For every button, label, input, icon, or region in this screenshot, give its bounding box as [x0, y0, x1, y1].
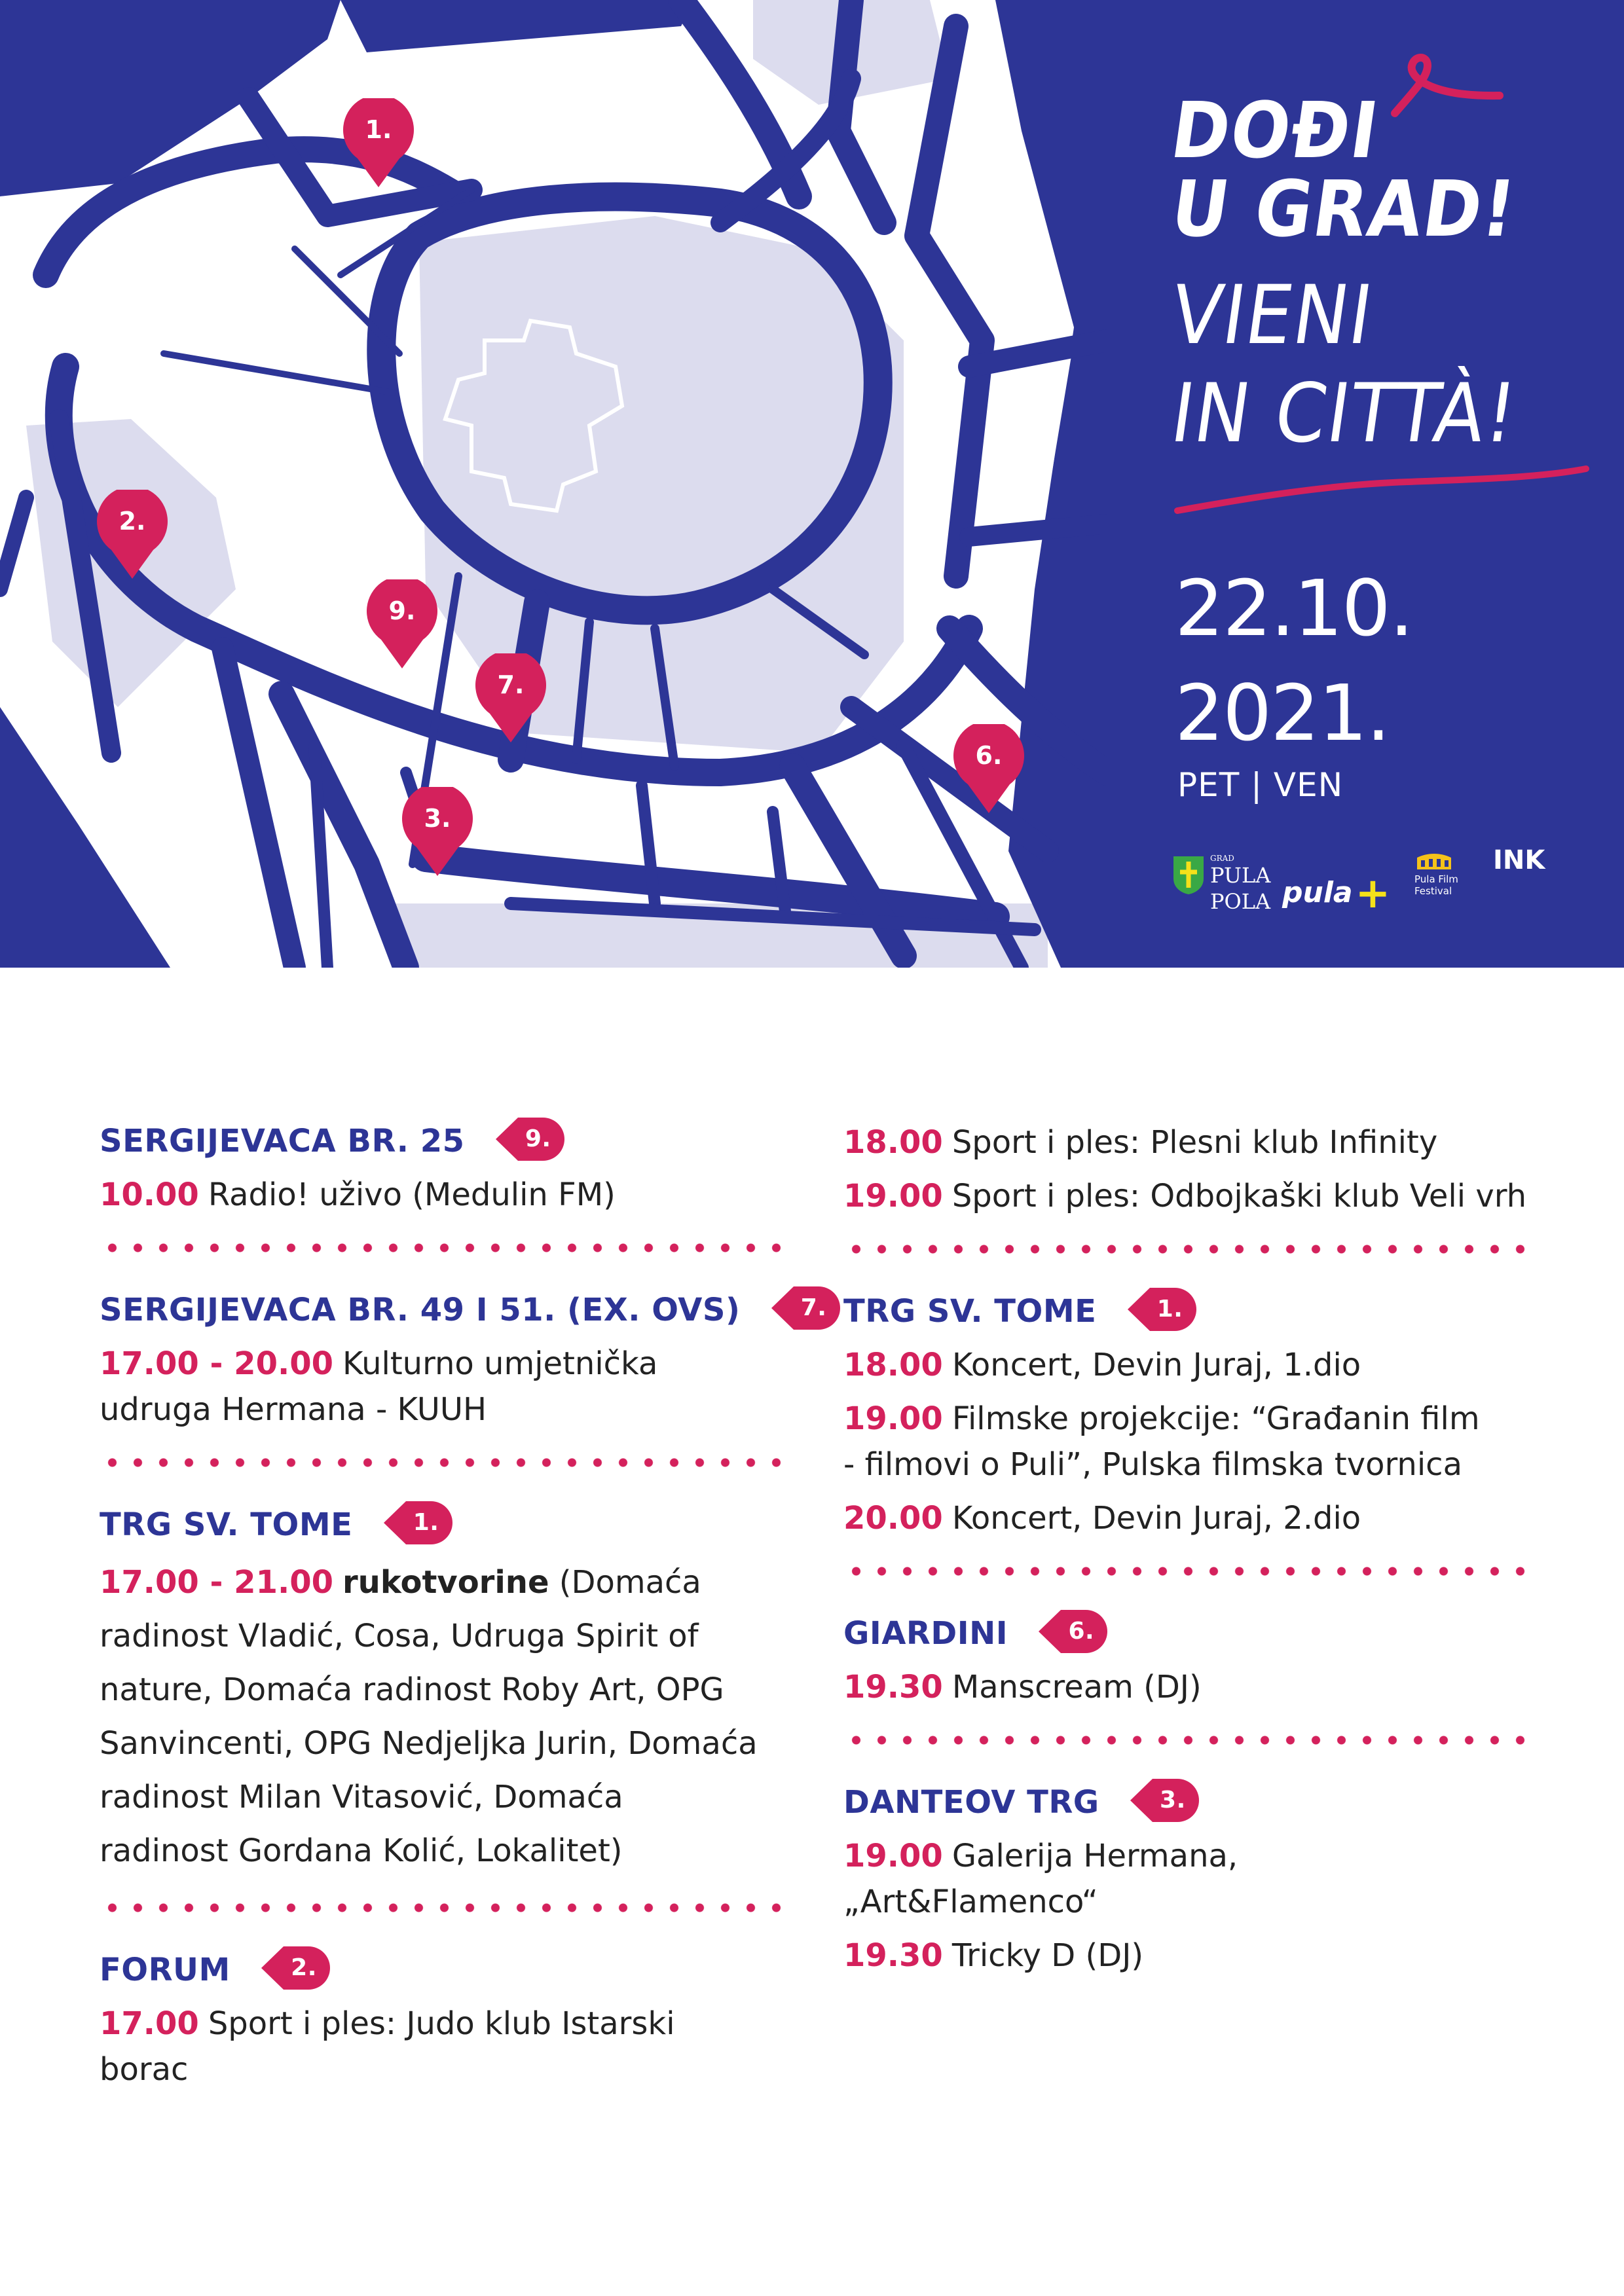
pula-shield-icon — [1172, 855, 1205, 896]
headline-line-2: U GRAD! — [1166, 164, 1522, 254]
event-time: 17.00 - 21.00 — [100, 1564, 333, 1601]
map-pin-7[interactable] — [475, 653, 546, 745]
venue-heading — [100, 1948, 787, 1992]
event-highlight: rukotvorine — [342, 1564, 549, 1601]
logo-grad-text: GRAD — [1210, 854, 1234, 863]
event-text: Galerija Hermana, „Art&Flamenco“ — [843, 1838, 1238, 1920]
map-pin-2[interactable] — [97, 490, 168, 581]
venue-tag-1[interactable]: 1. — [1128, 1286, 1197, 1332]
map-pin-label: 9. — [388, 596, 416, 625]
event-text: Koncert, Devin Juraj, 1.dio — [951, 1347, 1361, 1383]
venue-name: TRG SV. TOME — [100, 1506, 353, 1543]
venue-tag-2[interactable]: 2. — [261, 1945, 331, 1991]
map-pin-label: 7. — [497, 670, 525, 699]
venue-heading — [100, 1120, 787, 1163]
venue-tag-9[interactable]: 9. — [496, 1116, 565, 1162]
venue-name: SERGIJEVACA BR. 49 I 51. (EX. OVS) — [100, 1292, 741, 1328]
event-item — [843, 1833, 1315, 1925]
arena-icon — [1414, 851, 1454, 871]
event-time: 19.00 — [843, 1178, 943, 1214]
event-time: 10.00 — [100, 1176, 199, 1213]
event-item — [843, 1495, 1570, 1541]
logo-pff-text: Pula Film Festival — [1414, 873, 1458, 897]
event-text: (Domaća radinost Vladić, Cosa, Udruga Spirit of nature, Domaća radinost Roby Art, OPG Sanvincenti, OPG Nedjeljka Jurin, Domaća radinost Milan Vitasović, Domaća radinost Gordana Kolić, Lokalitet) — [100, 1564, 758, 1869]
event-header-panel — [1107, 0, 1624, 968]
map-pin-label: 6. — [975, 741, 1003, 770]
program-left-column — [100, 1120, 827, 2100]
venue-tag-6[interactable]: 6. — [1039, 1609, 1108, 1654]
event-item — [843, 1396, 1498, 1487]
venue-heading — [100, 1288, 827, 1332]
event-text: Sport i ples: Odbojkaški klub Veli vrh — [951, 1178, 1527, 1214]
event-item — [100, 2001, 754, 2092]
map-pin-3[interactable] — [402, 787, 473, 879]
logo-pula-plus — [1282, 864, 1391, 918]
venue-tag-1[interactable]: 1. — [384, 1500, 453, 1546]
event-text: Sport i ples: Plesni klub Infinity — [951, 1124, 1438, 1161]
venue-name: SERGIJEVACA BR. 25 — [100, 1123, 465, 1159]
map-pin-1[interactable] — [343, 98, 414, 190]
venue-heading — [843, 1290, 1570, 1333]
event-item — [843, 1120, 1570, 1165]
program-right-column — [843, 1120, 1570, 1986]
event-time: 17.00 - 20.00 — [100, 1345, 333, 1382]
event-date-year: 2021. — [1175, 668, 1390, 758]
event-item — [100, 1172, 787, 1218]
event-item — [100, 1556, 761, 1878]
dotted-divider — [843, 1558, 1531, 1584]
logo-pola-text: POLA — [1210, 889, 1271, 914]
dotted-divider — [100, 1449, 787, 1476]
logo-pula-text: PULA — [1210, 863, 1271, 888]
dotted-divider — [100, 1235, 787, 1261]
venue-name: DANTEOV TRG — [843, 1784, 1099, 1821]
map-pin-9[interactable] — [367, 579, 437, 671]
event-time: 19.30 — [843, 1669, 943, 1705]
event-text: Filmske projekcije: “Građanin film - filmovi o Puli”, Pulska filmska tvornica — [843, 1400, 1480, 1483]
logo-pulaplus-text: pula — [1282, 876, 1353, 909]
venue-heading — [843, 1781, 1570, 1824]
dotted-divider — [843, 1236, 1531, 1262]
event-item — [843, 1933, 1570, 1978]
ribbon-swirl-icon — [1388, 51, 1506, 123]
venue-name: FORUM — [100, 1952, 231, 1988]
city-map — [0, 0, 1107, 968]
venue-heading — [843, 1612, 1570, 1655]
venue-tag-3[interactable]: 3. — [1130, 1777, 1200, 1823]
logo-ink: INK — [1493, 845, 1545, 875]
event-time: 19.00 — [843, 1400, 943, 1437]
event-text: Radio! uživo (Medulin FM) — [208, 1176, 616, 1213]
event-time: 19.30 — [843, 1937, 943, 1974]
logo-pula-film-festival — [1414, 851, 1480, 897]
wave-underline-icon — [1172, 458, 1591, 517]
map-streets — [0, 0, 1107, 968]
event-text: Kulturno umjetnička udruga Hermana - KUUH — [100, 1345, 658, 1428]
event-time: 20.00 — [843, 1500, 943, 1537]
map-pin-label: 3. — [424, 804, 451, 833]
headline-line-1: DOĐI — [1166, 85, 1385, 175]
headline-line-3: VIENI — [1165, 268, 1380, 363]
event-text: Sport i ples: Judo klub Istarski borac — [100, 2005, 675, 2088]
event-text: Tricky D (DJ) — [951, 1937, 1144, 1974]
event-text: Koncert, Devin Juraj, 2.dio — [951, 1500, 1361, 1537]
map-pin-label: 2. — [119, 507, 146, 536]
map-pin-6[interactable] — [953, 724, 1024, 816]
event-item — [843, 1173, 1538, 1219]
logo-grad-pula — [1172, 851, 1270, 923]
event-time: 18.00 — [843, 1347, 943, 1383]
event-weekday: PET | VEN — [1177, 766, 1344, 804]
event-time: 17.00 — [100, 2005, 199, 2042]
venue-name: TRG SV. TOME — [843, 1293, 1097, 1330]
event-item — [843, 1664, 1570, 1710]
event-date-day: 22.10. — [1175, 563, 1413, 653]
venue-tag-7[interactable]: 7. — [771, 1285, 841, 1331]
dotted-divider — [843, 1727, 1531, 1753]
map-pin-label: 1. — [365, 115, 392, 144]
event-time: 19.00 — [843, 1838, 943, 1874]
headline-line-4: IN CITTÀ! — [1165, 367, 1524, 461]
dotted-divider — [100, 1895, 787, 1921]
venue-heading — [100, 1503, 787, 1546]
venue-name: GIARDINI — [843, 1615, 1008, 1652]
event-time: 18.00 — [843, 1124, 943, 1161]
event-text: Manscream (DJ) — [951, 1669, 1202, 1705]
event-item — [843, 1342, 1570, 1388]
plus-icon: + — [1355, 869, 1391, 918]
event-item — [100, 1341, 689, 1432]
